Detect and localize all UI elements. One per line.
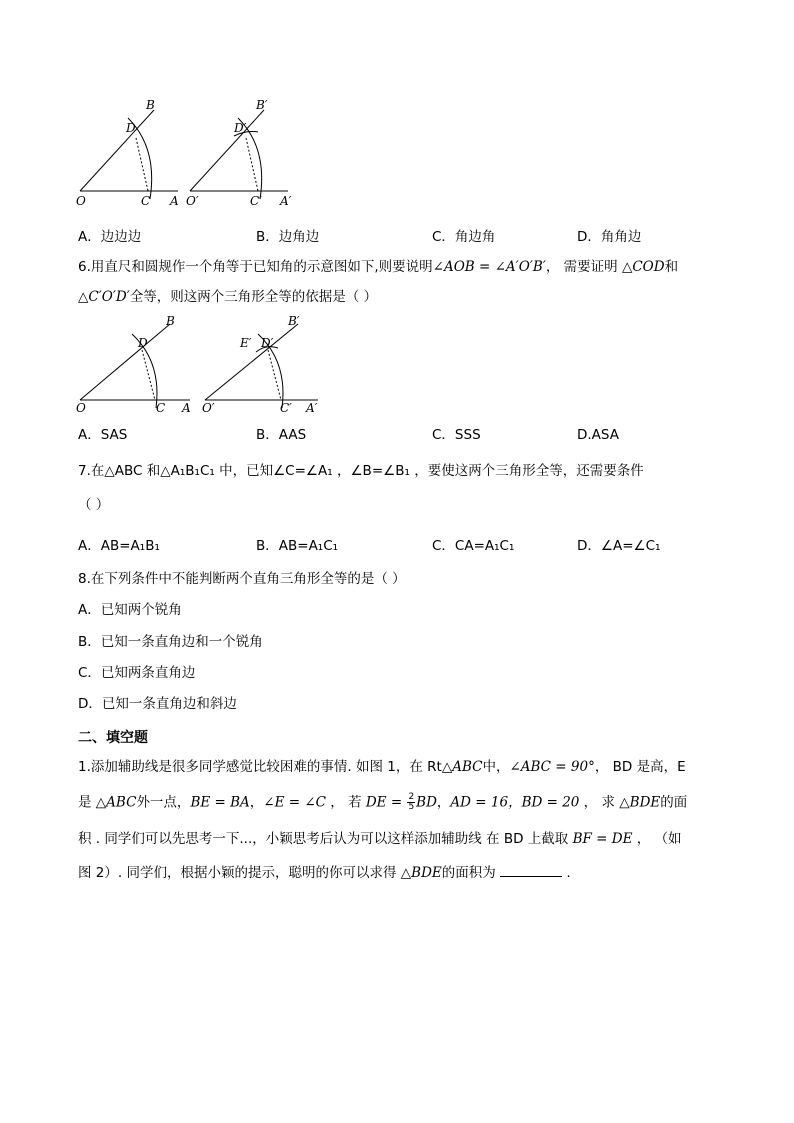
fill1-l1c: ， BD 是高，E (594, 759, 686, 775)
q6-label-b: B (166, 314, 175, 328)
q6-figure (70, 312, 330, 417)
q6-label-c2: C′ (280, 401, 292, 415)
q5-label-d: D (126, 121, 136, 135)
q7-stem-line1: 7.在△ABC 和△A₁B₁C₁ 中，已知∠C=∠A₁ ，∠B=∠B₁ ，要使这两个三角形全等，还需要条件 (78, 463, 644, 479)
q5-option-d[interactable]: D．角角边 (577, 229, 642, 245)
fill1-l1b: 中， (482, 759, 510, 775)
fill1-bd: BD (416, 794, 437, 811)
q7-option-b[interactable]: B．AB=A₁C₁ (256, 538, 339, 554)
fill1-l3a: 积 . 同学们可以先思考一下...，小颖思考后认为可以这样添加辅助线 在 BD 上截取 (78, 831, 573, 847)
fill1-l2e: ， (436, 794, 451, 811)
q6-label-c: C (156, 401, 166, 415)
q5-figure (70, 96, 310, 211)
q6-angle-eq: ∠AOB = ∠A′O′B′ (432, 259, 546, 275)
q6-option-a[interactable]: A．SAS (78, 427, 128, 443)
q6-label-o2: O′ (202, 401, 215, 415)
fill1-tri-abc2: △ABC (95, 794, 137, 811)
q7-stem-line2: （ ） (78, 497, 110, 513)
q6-tri-cod2: △C′O′D′ (78, 289, 130, 305)
q5-label-c2: C′ (250, 194, 262, 208)
q5-label-d2: D′ (234, 121, 247, 135)
fill1-ad-bd: AD = 16，BD = 20 (450, 794, 580, 811)
q5-label-a: A (170, 194, 179, 208)
fill1-angle-e-c: ∠E = ∠C (263, 794, 326, 811)
fill1-de: DE = (365, 794, 407, 811)
fill1-bf-de: BF = DE (572, 831, 633, 847)
fill1-frac-den: 5 (408, 802, 415, 812)
fill1-line2 (78, 793, 687, 812)
q7-option-c[interactable]: C．CA=A₁C₁ (432, 538, 515, 554)
fill1-l2g: 的面 (660, 794, 688, 811)
q6-stem-text: 全等，则这两个三角形全等的依据是（ ） (129, 289, 378, 305)
q6-label-b2: B′ (288, 314, 300, 328)
fill1-tri-abc: △ABC (441, 759, 483, 775)
q5-label-o2: O′ (186, 194, 199, 208)
q7-option-a[interactable]: A．AB=A₁B₁ (78, 538, 160, 554)
q6-stem-mid: ， 需要证明 (545, 259, 618, 275)
q6-option-b[interactable]: B．AAS (256, 427, 307, 443)
q6-stem-line2 (78, 288, 377, 306)
q6-stem-suffix: 和 (664, 259, 679, 275)
fill1-l4b: 的面积为 (441, 865, 501, 881)
fill1-tri-bde2: △BDE (400, 865, 442, 881)
fill1-l2a: 是 (78, 794, 96, 811)
q6-label-a2: A′ (306, 401, 318, 415)
q6-label-a: A (182, 401, 191, 415)
q6-ray-ob2 (205, 324, 298, 400)
q5-label-o: O (76, 194, 86, 208)
q6-stem-prefix: 6.用直尺和圆规作一个角等于已知角的示意图如下,则要说明 (78, 259, 433, 275)
fill1-l4c: . (562, 865, 571, 881)
q6-dashed-cd (142, 350, 155, 400)
fill1-angle-abc: ∠ABC = 90° (509, 759, 595, 775)
q5-ray-ob2 (190, 110, 264, 191)
fill1-l2b: 外一点， (136, 794, 191, 811)
fill1-fraction (407, 793, 415, 812)
q6-label-d: D (138, 336, 148, 350)
q5-option-a[interactable]: A．边边边 (78, 229, 142, 245)
q5-label-b2: B′ (256, 98, 268, 112)
q6-option-d[interactable]: D.ASA (577, 427, 619, 443)
fill1-l2d: ， 若 (325, 794, 366, 811)
q6-label-e2: E′ (240, 336, 252, 350)
q8-option-d[interactable]: D．已知一条直角边和斜边 (78, 696, 237, 712)
fill1-frac-num: 2 (408, 792, 415, 802)
q6-label-o: O (76, 401, 86, 415)
q8-option-a[interactable]: A．已知两个锐角 (78, 602, 182, 618)
fill1-line4 (78, 862, 571, 882)
q8-stem: 8.在下列条件中不能判断两个直角三角形全等的是（ ） (78, 571, 406, 587)
q5-label-b: B (146, 98, 155, 112)
fill1-l1a: 1.添加辅助线是很多同学感觉比较困难的事情. 如图 1，在 Rt (78, 759, 442, 775)
fill1-l3b: ， （如 (632, 831, 682, 847)
q5-ray-ob (80, 110, 154, 191)
fill1-l2c: ， (249, 794, 264, 811)
fill1-line1 (78, 758, 686, 776)
section-title: 二、填空题 (78, 730, 148, 746)
q6-label-d2: D′ (261, 336, 274, 350)
q8-option-b[interactable]: B．已知一条直角边和一个锐角 (78, 634, 263, 650)
fill1-tri-bde: △BDE (619, 794, 661, 811)
answer-blank[interactable] (500, 862, 562, 877)
q6-option-c[interactable]: C．SSS (432, 427, 481, 443)
q5-label-a2: A′ (280, 194, 292, 208)
q6-stem-line1 (78, 258, 678, 276)
q8-option-c[interactable]: C．已知两条直角边 (78, 665, 196, 681)
q5-option-c[interactable]: C．角边角 (432, 229, 496, 245)
q6-dashed-cd2 (268, 350, 281, 400)
q5-option-b[interactable]: B．边角边 (256, 229, 320, 245)
q6-tri-cod: △COD (621, 259, 665, 275)
q5-label-c: C (141, 194, 151, 208)
fill1-l4a: 图 2）. 同学们，根据小颖的提示，聪明的你可以求得 (78, 865, 401, 881)
q7-option-d[interactable]: D．∠A=∠C₁ (577, 538, 661, 554)
fill1-line3 (78, 830, 682, 848)
fill1-be-ba: BE = BA (190, 794, 250, 811)
fill1-l2f: ， 求 (579, 794, 620, 811)
